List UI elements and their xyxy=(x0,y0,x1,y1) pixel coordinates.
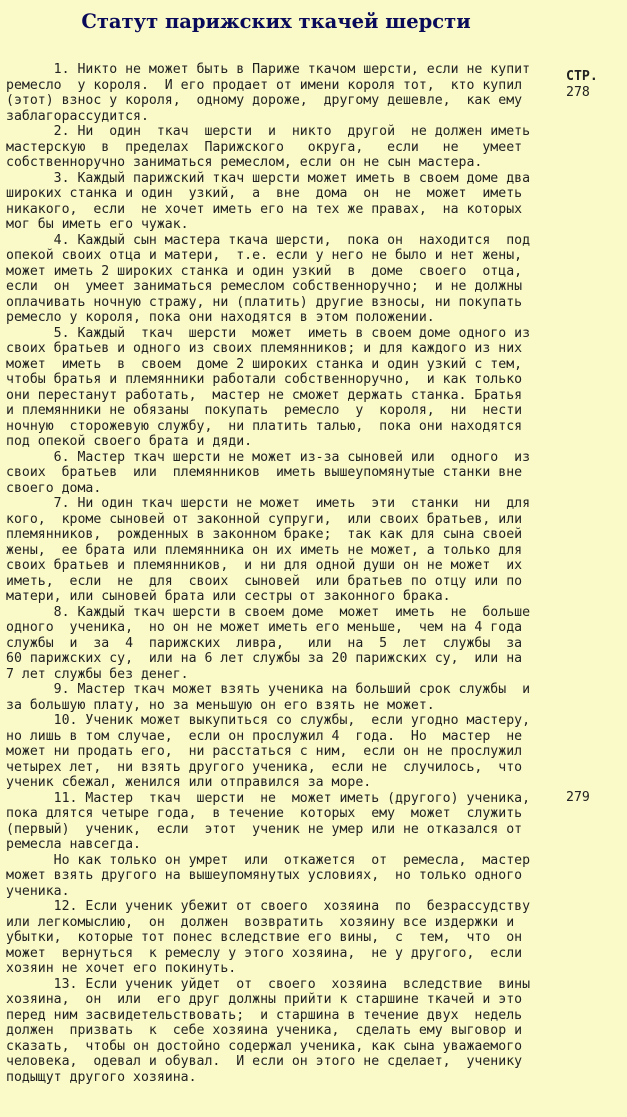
text-line: опекой своих отца и матери, т.е. если у него не было и нет жены, xyxy=(6,248,523,263)
text-line: 60 парижских су, или на 6 лет службы за 20 парижских су, или на xyxy=(6,651,523,666)
text-line: может взять другого на вышеупомянутых условиях, но только одного xyxy=(6,868,523,883)
text-line: ремесло у короля, пока они находятся в этом положении. xyxy=(6,310,435,325)
text-line: 4. Каждый сын мастера ткача шерсти, пока он находится под xyxy=(6,232,531,248)
text-line: хозяин не хочет его покинуть. xyxy=(6,961,237,976)
text-line: хозяина, он или его друг должны прийти к старшине ткачей и это xyxy=(6,992,523,1007)
text-line: сказать, чтобы он достойно содержал ученика, как сына уважаемого xyxy=(6,1038,523,1054)
text-line: но лишь в том случае, если он прослужил 4 года. Но мастер не xyxy=(6,728,523,744)
page-number-279: 279 xyxy=(566,790,590,805)
text-line: может ни продать его, ни расстаться с ним, если он не прослужил xyxy=(6,744,523,759)
text-line: 13. Если ученик уйдет от своего хозяина вследствие вины xyxy=(6,976,531,992)
text-line: иметь, если не для своих сыновей или братьев по отцу или по xyxy=(6,573,523,589)
text-line: своих братьев и одного из своих племянников; и для каждого из них xyxy=(6,341,523,356)
text-line: под опекой своего брата и дяди. xyxy=(6,434,253,449)
text-line: никакого, если не хочет иметь его на тех же правах, на которых xyxy=(6,201,523,217)
text-line: ученик сбежал, женился или отправился за море. xyxy=(6,775,372,790)
text-line: мог бы иметь его чужак. xyxy=(6,217,189,232)
text-line: может иметь в своем доме 2 широких станка и один узкий с тем, xyxy=(6,356,523,372)
text-line: службы и за 4 парижских ливра, или на 5 лет службы за xyxy=(6,635,523,651)
text-line: своих братьев и племянников, и ни для одной души он не может их xyxy=(6,558,523,573)
text-line: 8. Каждый ткач шерсти в своем доме может иметь не больше xyxy=(6,604,531,620)
text-line: ночную сторожевую службу, ни платить талью, пока они находятся xyxy=(6,418,523,434)
text-line: кого, кроме сыновей от законной супруги, или своих братьев, или xyxy=(6,511,523,527)
text-line: 5. Каждый ткач шерсти может иметь в своем доме одного из xyxy=(6,325,531,341)
text-line: 6. Мастер ткач шерсти не может из-за сыновей или одного из xyxy=(6,449,531,465)
text-line: ремесла навсегда. xyxy=(6,837,141,852)
page-title: Статут парижских ткачей шерсти xyxy=(81,10,471,33)
text-line: человека, одевал и обувал. И если он этого не сделает, ученику xyxy=(6,1054,523,1069)
text-line: 1. Никто не может быть в Париже ткачом шерсти, если не купит xyxy=(6,62,531,77)
text-line: широких станка и один узкий, а вне дома он не может иметь xyxy=(6,186,523,201)
text-line: племянников, рожденных в законном браке; так как для сына своей xyxy=(6,527,523,542)
text-line: своего дома. xyxy=(6,480,102,496)
text-line: или легкомыслию, он должен возвратить хозяину все издержки и xyxy=(6,914,515,930)
text-line: и племянники не обязаны покупать ремесло у короля, ни нести xyxy=(6,403,523,418)
text-line: (первый) ученик, если этот ученик не умер или не отказался от xyxy=(6,821,523,837)
text-line: может иметь 2 широких станка и один узкий в доме своего отца, xyxy=(6,263,523,279)
text-line: четырех лет, ни взять другого ученика, если не случилось, что xyxy=(6,759,523,775)
text-line: одного ученика, но он не может иметь его меньше, чем на 4 года xyxy=(6,620,523,635)
text-line: жены, ее брата или племянника он их иметь не может, а только для xyxy=(6,542,523,558)
page-column-header: СТР. xyxy=(566,69,598,84)
text-line: Но как только он умрет или откажется от ремесла, мастер xyxy=(6,852,531,868)
text-line: если он умеет заниматься ремеслом собственноручно; и не должны xyxy=(6,279,523,294)
text-line: 11. Мастер ткач шерсти не может иметь (другого) ученика, xyxy=(6,790,531,806)
text-line: своих братьев или племянников иметь вышеупомянутые станки вне xyxy=(6,465,523,480)
text-line: заблагорассудится. xyxy=(6,108,149,124)
text-line: 2. Ни один ткач шерсти и никто другой не должен иметь xyxy=(6,124,531,139)
text-line: пока длятся четыре года, в течение которых ему может служить xyxy=(6,806,523,821)
text-line: 7 лет службы без денег. xyxy=(6,666,189,682)
page-number-column xyxy=(566,69,624,805)
text-line: 9. Мастер ткач может взять ученика на больший срок службы и xyxy=(6,682,531,697)
statute-text xyxy=(6,62,556,1085)
page-number-278: 278 xyxy=(566,84,590,100)
text-line: подыщут другого хозяина. xyxy=(6,1069,197,1085)
text-line: оплачивать ночную стражу, ни (платить) другие взносы, ни покупать xyxy=(6,294,523,310)
text-line: должен призвать к себе хозяина ученика, сделать ему выговор и xyxy=(6,1023,523,1038)
text-line: перед ним засвидетельствовать; и старшина в течение двух недель xyxy=(6,1007,523,1023)
text-line: чтобы братья и племянники работали собственноручно, и как только xyxy=(6,372,523,387)
text-line: они перестанут работать, мастер не сможет держать станка. Братья xyxy=(6,387,523,403)
text-line: мастерскую в пределах Парижского округа, если не умеет xyxy=(6,139,523,155)
text-line: матери, или сыновей брата или сестры от законного брака. xyxy=(6,589,451,604)
text-line: ученика. xyxy=(6,883,70,899)
text-line: убытки, которые тот понес вследствие его вины, с тем, что он xyxy=(6,930,523,945)
text-line: 7. Ни один ткач шерсти не может иметь эти станки ни для xyxy=(6,496,531,511)
text-line: ремесло у короля. И его продает от имени короля тот, кто купил xyxy=(6,77,523,93)
text-line: (этот) взнос у короля, одному дороже, другому дешевле, как ему xyxy=(6,93,523,108)
text-line: собственноручно заниматься ремеслом, если он не сын мастера. xyxy=(6,155,483,170)
text-line: 10. Ученик может выкупиться со службы, если угодно мастеру, xyxy=(6,713,531,728)
text-line: 3. Каждый парижский ткач шерсти может иметь в своем доме два xyxy=(6,170,531,186)
text-line: 12. Если ученик убежит от своего хозяина по безрассудству xyxy=(6,899,531,914)
text-line: может вернуться к ремеслу у этого хозяина, не у другого, если xyxy=(6,945,523,961)
text-line: за большую плату, но за меньшую он его взять не может. xyxy=(6,697,435,713)
